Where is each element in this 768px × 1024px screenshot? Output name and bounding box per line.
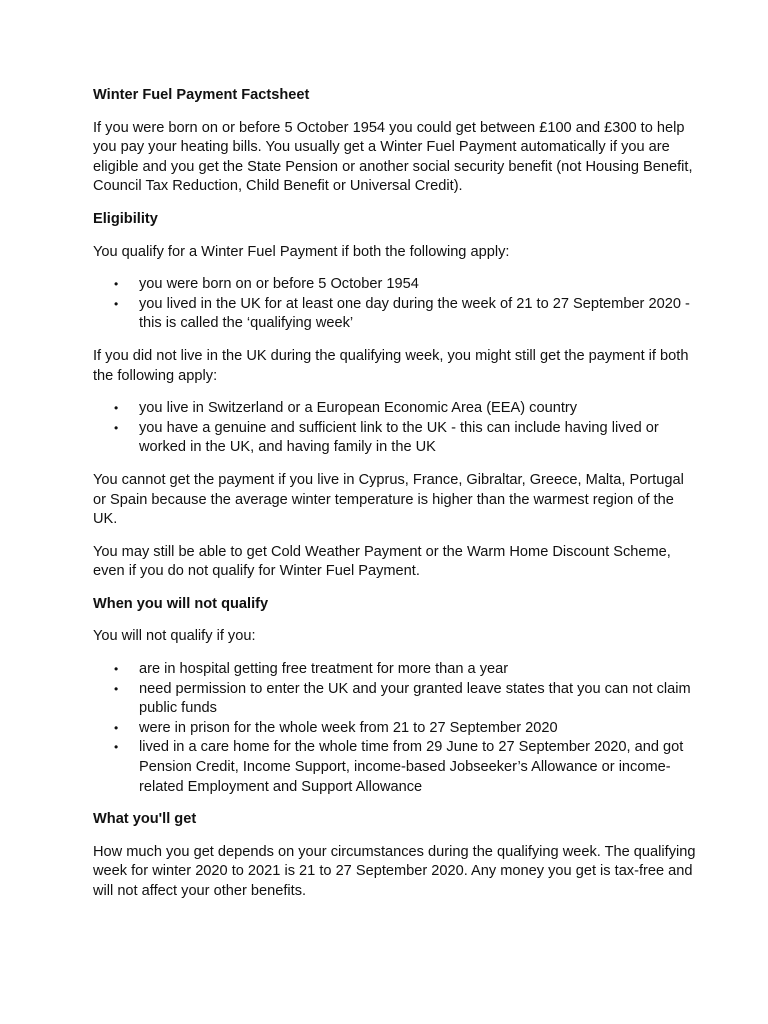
bullet-icon: • bbox=[114, 720, 119, 735]
list-item bbox=[93, 738, 698, 797]
list-item bbox=[93, 680, 698, 719]
eligibility-list bbox=[93, 275, 698, 334]
bullet-icon: • bbox=[114, 420, 119, 435]
what-you-get-heading: What you'll get bbox=[93, 811, 197, 828]
excluded-countries-paragraph: You cannot get the payment if you live in Cyprus, France, Gibraltar, Greece, Malta, Portugal or Spain because the average winter temperature is higher than the warmest region of the UK. bbox=[93, 471, 684, 528]
eligibility-lead: You qualify for a Winter Fuel Payment if both the following apply: bbox=[93, 243, 510, 260]
intro-paragraph: If you were born on or before 5 October 1954 you could get between £100 and £300 to help you pay your heating bills. You usually get a Winter Fuel Payment automatically if you are eligible and you get the State Pension or another social security benefit (not Housing Benefit, Council Tax Reduction, Child Benefit or Universal Credit). bbox=[93, 119, 693, 195]
abroad-list bbox=[93, 399, 698, 458]
list-item bbox=[93, 719, 698, 739]
list-item bbox=[93, 660, 698, 680]
list-item bbox=[93, 399, 698, 419]
bullet-icon: • bbox=[114, 296, 119, 311]
list-item-text: are in hospital getting free treatment for more than a year bbox=[139, 661, 509, 678]
other-schemes-paragraph: You may still be able to get Cold Weather Payment or the Warm Home Discount Scheme, even if you do not qualify for Winter Fuel Payment. bbox=[93, 543, 671, 580]
not-qualify-list bbox=[93, 660, 698, 797]
list-item-text: you live in Switzerland or a European Economic Area (EEA) country bbox=[139, 400, 578, 417]
list-item-text: you were born on or before 5 October 1954 bbox=[139, 276, 419, 293]
bullet-icon: • bbox=[114, 662, 119, 677]
bullet-icon: • bbox=[114, 277, 119, 292]
not-qualify-heading: When you will not qualify bbox=[93, 595, 269, 612]
bullet-icon: • bbox=[114, 740, 119, 755]
list-item-text: were in prison for the whole week from 21 to 27 September 2020 bbox=[139, 719, 558, 736]
eligibility-heading: Eligibility bbox=[93, 210, 158, 227]
not-qualify-lead: You will not qualify if you: bbox=[93, 628, 256, 645]
bullet-icon: • bbox=[114, 401, 119, 416]
abroad-lead: If you did not live in the UK during the qualifying week, you might still get the payment if both the following apply: bbox=[93, 347, 689, 384]
list-item bbox=[93, 275, 698, 295]
list-item-text: you lived in the UK for at least one day during the week of 21 to 27 September 2020 - this is called the ‘qualifying week’ bbox=[139, 295, 690, 332]
document-title: Winter Fuel Payment Factsheet bbox=[93, 87, 310, 103]
what-you-get-paragraph: How much you get depends on your circumstances during the qualifying week. The qualifying week for winter 2020 to 2021 is 21 to 27 September 2020. Any money you get is tax-free and will not affect your other benefits. bbox=[93, 843, 696, 899]
list-item bbox=[93, 419, 698, 458]
list-item-text: you have a genuine and sufficient link to the UK - this can include having lived or worked in the UK, and having family in the UK bbox=[139, 419, 659, 456]
list-item-text: lived in a care home for the whole time from 29 June to 27 September 2020, and got Pension Credit, Income Support, income-based Jobseeker’s Allowance or income-related Employment and Support Allowance bbox=[139, 739, 684, 795]
list-item bbox=[93, 295, 698, 334]
bullet-icon: • bbox=[114, 681, 119, 696]
list-item-text: need permission to enter the UK and your granted leave states that you can not claim public funds bbox=[139, 680, 691, 717]
